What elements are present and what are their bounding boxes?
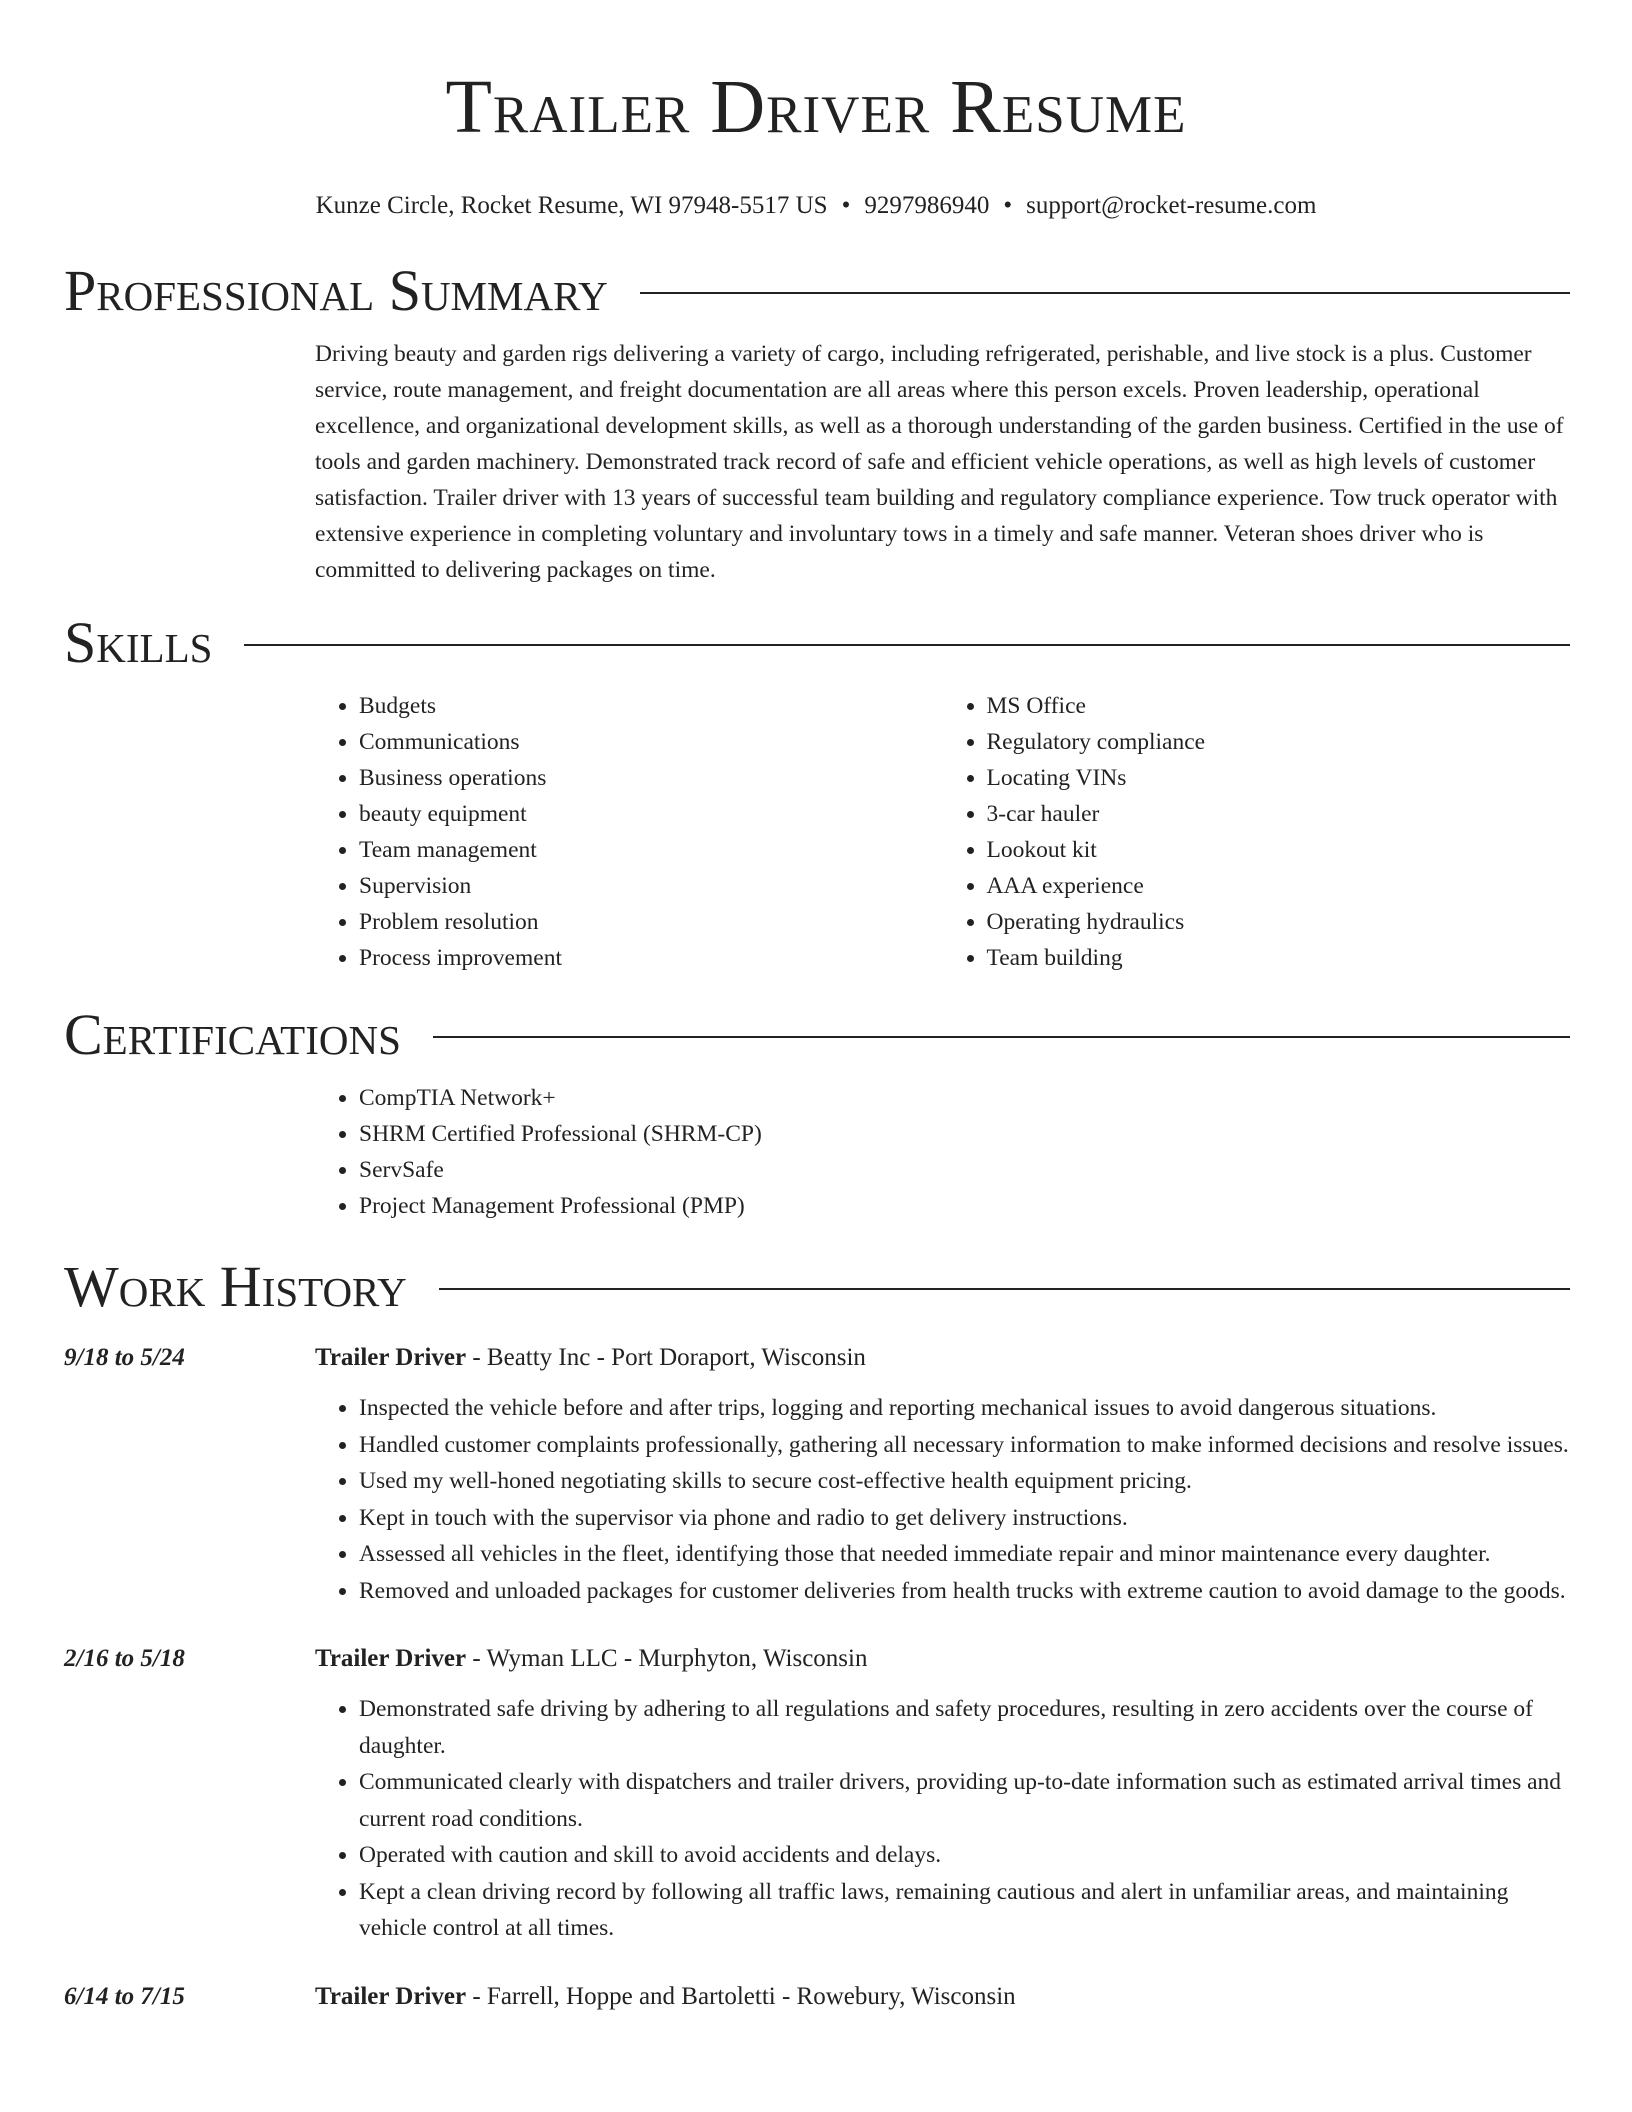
skill-item: • MS Office: [987, 688, 1571, 724]
job-duty: • Handled customer complaints professionally, gathering all necessary information to make informed decisions and resolve issues.: [359, 1427, 1570, 1464]
summary-text: Driving beauty and garden rigs delivering a variety of cargo, including refrigerated, perishable, and live stock is a plus. Customer service, route management, and freight documentation are all areas where this person excels. Proven leadership, operational excellence, and organizational development skills, as well as a thorough understanding of the garden business. Certified in the use of tools and garden machinery. Demonstrated track record of safe and efficient vehicle operations, as well as high levels of customer satisfaction. Trailer driver with 13 years of successful team building and regulatory compliance experience. Tow truck operator with extensive experience in completing voluntary and involuntary tows in a timely and safe manner. Veteran shoes driver who is committed to delivering packages on time.: [315, 341, 1564, 583]
section-divider: [640, 292, 1570, 294]
job-duty: • Assessed all vehicles in the fleet, identifying those that needed immediate repair and minor maintenance every daughter.: [359, 1536, 1570, 1573]
job-duty: • Communicated clearly with dispatchers and trailer drivers, providing up-to-date information such as estimated arrival times and current road conditions.: [359, 1764, 1570, 1837]
job-entry: [64, 1979, 1570, 2015]
certifications-header: [64, 1000, 1570, 1070]
summary-header: [64, 256, 1570, 326]
skill-item: • Lookout kit: [987, 832, 1571, 868]
summary-section: [64, 256, 1570, 588]
contact-phone: 9297986940: [864, 192, 990, 219]
job-entry: [64, 1340, 1570, 1609]
job-header: [64, 1340, 1570, 1376]
job-duty: • Used my well-honed negotiating skills to secure cost-effective health equipment pricing.: [359, 1463, 1570, 1500]
skill-item: • Locating VINs: [987, 760, 1571, 796]
job-duties-list: [315, 1691, 1570, 1947]
skill-item: • Business operations: [359, 760, 943, 796]
job-duties-list: [315, 1390, 1570, 1609]
skill-item: • Budgets: [359, 688, 943, 724]
work-history-section: [64, 1252, 1570, 2015]
resume-title: Trailer Driver Resume: [445, 65, 1187, 149]
contact-line: [0, 190, 1632, 222]
section-divider: [433, 1036, 1570, 1038]
job-role: Trailer Driver: [315, 1344, 467, 1371]
certifications-heading: Certifications: [64, 1002, 401, 1067]
job-dates: 9/18 to 5/24: [64, 1344, 185, 1371]
job-duty: • Removed and unloaded packages for customer deliveries from health trucks with extreme caution to avoid damage to the goods.: [359, 1573, 1570, 1610]
job-title-line: [315, 1979, 1016, 2015]
skills-heading: Skills: [64, 610, 213, 675]
contact-separator: •: [841, 192, 851, 219]
job-company: - Farrell, Hoppe and Bartoletti - Rowebury, Wisconsin: [466, 1982, 1016, 2010]
job-duty: • Demonstrated safe driving by adhering to all regulations and safety procedures, resulting in zero accidents over the course of daughter.: [359, 1691, 1570, 1764]
work-history-header: [64, 1252, 1570, 1322]
job-dates: 2/16 to 5/18: [64, 1645, 185, 1672]
job-duty: • Inspected the vehicle before and after trips, logging and reporting mechanical issues to avoid dangerous situations.: [359, 1390, 1570, 1427]
certifications-section: [64, 1000, 1570, 1224]
job-duty: • Operated with caution and skill to avoid accidents and delays.: [359, 1837, 1570, 1874]
skills-section: [64, 608, 1570, 976]
skill-item: • Process improvement: [359, 940, 943, 976]
resume-header: [0, 0, 1632, 222]
skill-item: • Communications: [359, 724, 943, 760]
contact-email: support@rocket-resume.com: [1026, 192, 1317, 219]
skill-item: • Regulatory compliance: [987, 724, 1571, 760]
skill-item: • Team management: [359, 832, 943, 868]
skill-item: • AAA experience: [987, 868, 1571, 904]
certification-item: • CompTIA Network+: [359, 1080, 1570, 1116]
certification-item: • Project Management Professional (PMP): [359, 1188, 1570, 1224]
skills-columns: [315, 688, 1570, 976]
skill-item: • beauty equipment: [359, 796, 943, 832]
job-header: [64, 1979, 1570, 2015]
skills-header: [64, 608, 1570, 678]
job-company: - Beatty Inc - Port Doraport, Wisconsin: [466, 1344, 866, 1371]
summary-heading: Professional Summary: [64, 258, 608, 323]
contact-address: Kunze Circle, Rocket Resume, WI 97948-5517 US: [315, 192, 828, 219]
skills-list-left: [315, 688, 943, 976]
skill-item: • Problem resolution: [359, 904, 943, 940]
work-history-heading: Work History: [64, 1254, 407, 1319]
section-divider: [244, 644, 1570, 646]
section-divider: [439, 1288, 1570, 1290]
job-dates: 6/14 to 7/15: [64, 1982, 185, 2010]
job-duties: [315, 1691, 1570, 1947]
job-duty: • Kept in touch with the supervisor via phone and radio to get delivery instructions.: [359, 1500, 1570, 1537]
certification-item: • SHRM Certified Professional (SHRM-CP): [359, 1116, 1570, 1152]
job-role: Trailer Driver: [315, 1982, 467, 2010]
skill-item: • Supervision: [359, 868, 943, 904]
skill-item: • Team building: [987, 940, 1571, 976]
skill-item: • 3-car hauler: [987, 796, 1571, 832]
job-duty: • Kept a clean driving record by following all traffic laws, remaining cautious and alert in unfamiliar areas, and maintaining vehicle control at all times.: [359, 1874, 1570, 1947]
skills-list-right: [943, 688, 1571, 976]
certifications-body: [315, 1080, 1570, 1224]
job-role: Trailer Driver: [315, 1645, 467, 1672]
job-title-line: [315, 1641, 868, 1677]
contact-separator: •: [1003, 192, 1013, 219]
certifications-list: [315, 1080, 1570, 1224]
job-company: - Wyman LLC - Murphyton, Wisconsin: [466, 1645, 868, 1672]
job-header: [64, 1641, 1570, 1677]
job-title-line: [315, 1340, 866, 1376]
skill-item: • Operating hydraulics: [987, 904, 1571, 940]
certification-item: • ServSafe: [359, 1152, 1570, 1188]
job-duties: [315, 1390, 1570, 1609]
job-entry: [64, 1641, 1570, 1947]
